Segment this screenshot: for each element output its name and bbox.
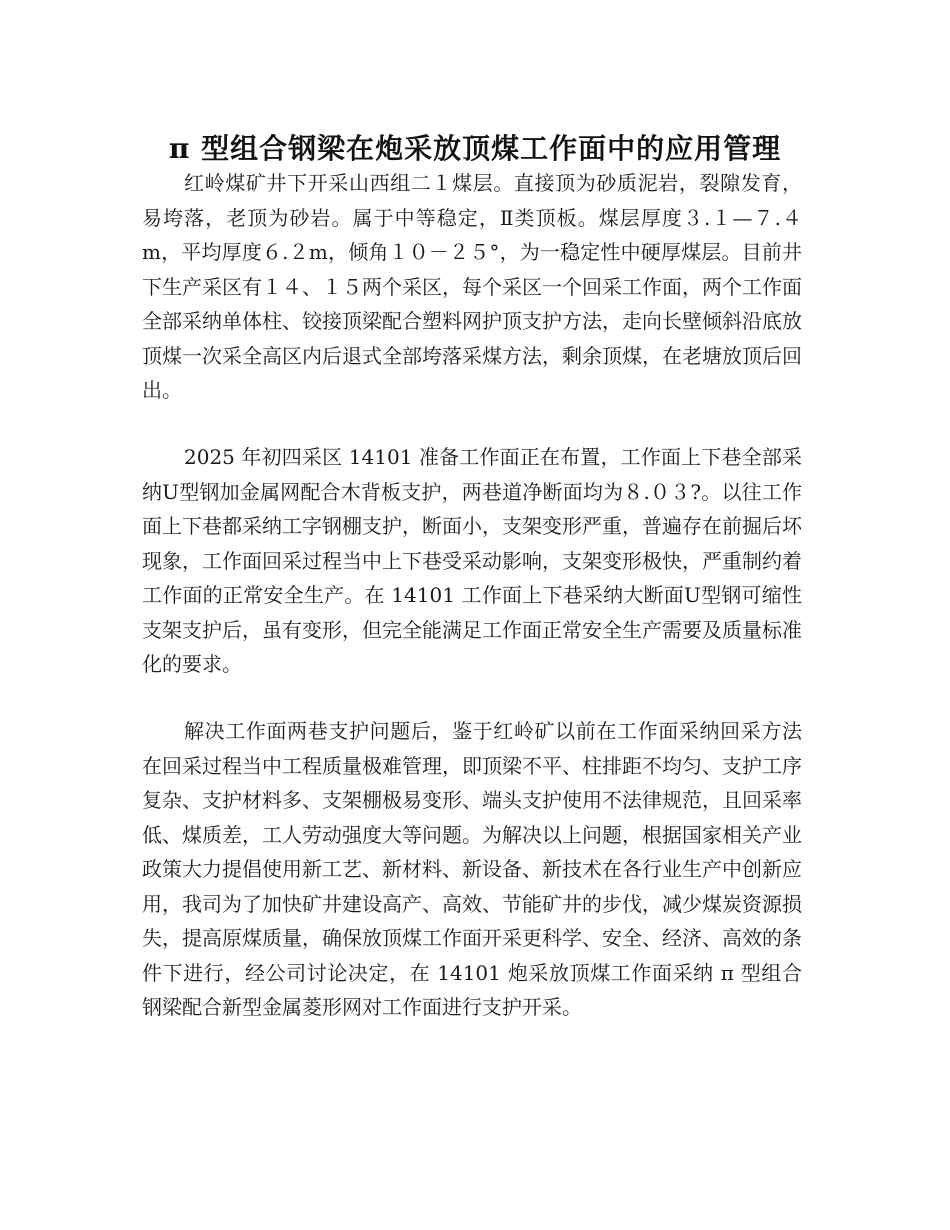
page-title: π 型组合钢梁在炮采放顶煤工作面中的应用管理 xyxy=(168,131,782,165)
paragraph-1: 红岭煤矿井下开采山西组二１煤层。直接顶为砂质泥岩，裂隙发育，易垮落，老顶为砂岩。属于中等稳定，Ⅱ类顶板。煤层厚度３.１—７.４m，平均厚度６.２m，倾角１０－２５°，为一稳定性中硬厚煤层。目前井下生产采区有１４、１５两个采区，每个采区一个回采工作面，两个工作面全部采纳单体柱、铰接顶梁配合塑料网护顶支护方法，走向长壁倾斜沿底放顶煤一次采全高区内后退式全部垮落采煤方法，剩余顶煤，在老塘放顶后回出。 xyxy=(142,171,802,402)
paragraph-3: 解决工作面两巷支护问题后，鉴于红岭矿以前在工作面采纳回采方法在回采过程当中工程质量极难管理，即顶梁不平、柱排距不均匀、支护工序复杂、支护材料多、支架棚极易变形、端头支护使用不法律规范，且回采率低、煤质差，工人劳动强度大等问题。为解决以上问题，根据国家相关产业政策大力提倡使用新工艺、新材料、新设备、新技术在各行业生产中创新应用，我司为了加快矿井建设高产、高效、节能矿井的步伐，减少煤炭资源损失，提高原煤质量，确保放顶煤工作面开采更科学、安全、经济、高效的条件下进行，经公司讨论决定，在 14101 炮采放顶煤工作面采纳 π 型组合钢梁配合新型金属菱形网对工作面进行支护开采。 xyxy=(142,719,802,1019)
paragraph-2: 2025 年初四采区 14101 准备工作面正在布置，工作面上下巷全部采纳U型钢加金属网配合木背板支护，两巷道净断面均为８.０３?。以往工作面上下巷都采纳工字钢棚支护，断面小，支架变形严重，普遍存在前掘后坏现象，工作面回采过程当中上下巷受采动影响，支架变形极快，严重制约着工作面的正常安全生产。在 14101 工作面上下巷采纳大断面U型钢可缩性支架支护后，虽有变形，但完全能满足工作面正常安全生产需要及质量标准化的要求。 xyxy=(142,445,802,676)
